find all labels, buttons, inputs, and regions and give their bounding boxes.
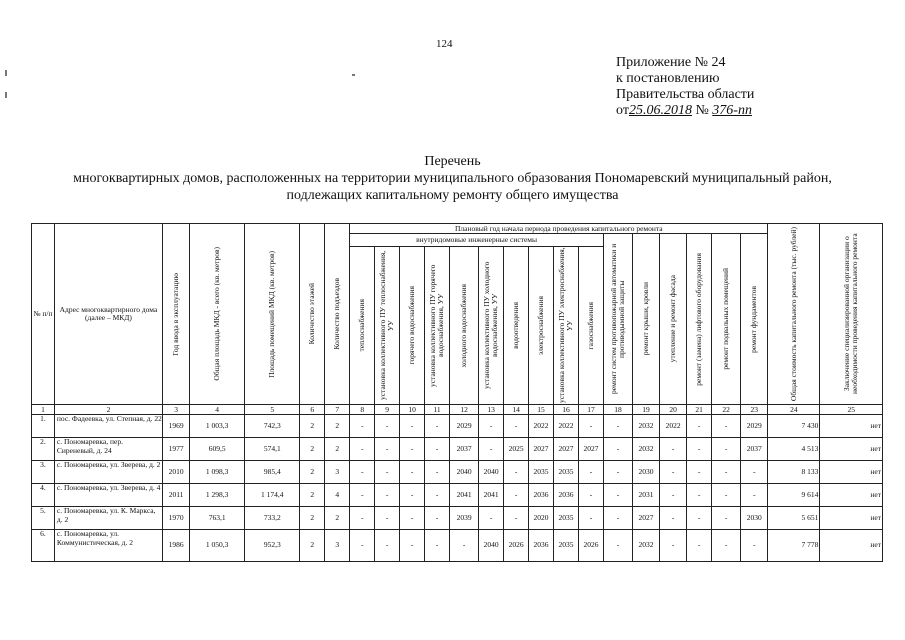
table-cell: 2041 <box>450 484 479 507</box>
table-cell: - <box>603 507 632 530</box>
table-cell: - <box>712 507 741 530</box>
table-row <box>32 530 883 562</box>
table-cell: 574,1 <box>245 438 300 461</box>
col-header-floors: Количество этажей <box>300 224 325 405</box>
houses-table <box>31 223 883 562</box>
table-cell: - <box>687 530 712 562</box>
table-cell: - <box>660 484 687 507</box>
table-cell: - <box>375 415 400 438</box>
address-cell: с. Пономаревка, ул. К. Маркса, д. 2 <box>54 507 162 530</box>
col-header-num: № п/п <box>32 224 55 405</box>
col-header-electric: электроснабжения <box>529 247 554 405</box>
title-line1: Перечень <box>424 154 481 169</box>
col-header-cost: Общая стоимость капитального ремонта (тыс. рублей) <box>768 224 820 405</box>
table-cell: 2 <box>300 484 325 507</box>
table-cell: 2035 <box>529 461 554 484</box>
table-cell: 2 <box>325 415 350 438</box>
column-number-cell: 19 <box>633 405 660 415</box>
document-title <box>0 153 905 204</box>
column-number-row <box>32 405 883 415</box>
table-cell: - <box>479 507 504 530</box>
table-row <box>32 461 883 484</box>
table-cell: - <box>687 438 712 461</box>
table-cell: 3 <box>325 530 350 562</box>
column-number-cell: 22 <box>712 405 741 415</box>
table-cell: - <box>350 415 375 438</box>
row-number-cell: 4. <box>32 484 55 507</box>
col-header-year: Год ввода в эксплуатацию <box>163 224 190 405</box>
cost-cell: 7 778 <box>768 530 820 562</box>
table-cell: 2040 <box>450 461 479 484</box>
table-cell: 2 <box>325 507 350 530</box>
column-number-cell: 13 <box>479 405 504 415</box>
table-cell: 733,2 <box>245 507 300 530</box>
column-number-cell: 9 <box>375 405 400 415</box>
table-cell: - <box>425 438 450 461</box>
table-cell: 2 <box>300 507 325 530</box>
table-cell: 2041 <box>479 484 504 507</box>
table-row <box>32 415 883 438</box>
handwritten-date: 25.06.2018 <box>628 103 692 118</box>
table-cell: 1 003,3 <box>190 415 245 438</box>
column-number-cell: 25 <box>820 405 883 415</box>
table-cell: 2027 <box>578 438 603 461</box>
table-cell: - <box>400 484 425 507</box>
row-number-cell: 6. <box>32 530 55 562</box>
column-number-cell: 7 <box>325 405 350 415</box>
col-header-area-total: Общая площадь МКД - всего (кв. метров) <box>190 224 245 405</box>
table-cell: 4 <box>325 484 350 507</box>
table-cell: 2040 <box>479 530 504 562</box>
table-cell: 1 050,3 <box>190 530 245 562</box>
table-cell: - <box>400 438 425 461</box>
table-cell: 2 <box>300 438 325 461</box>
col-header-systems-group: внутридомовые инженерные системы <box>350 234 604 247</box>
table-cell: - <box>375 438 400 461</box>
table-cell: 2032 <box>633 438 660 461</box>
table-cell: 2027 <box>554 438 579 461</box>
table-cell: - <box>350 461 375 484</box>
table-cell: 2 <box>300 530 325 562</box>
table-cell: - <box>712 438 741 461</box>
table-cell: - <box>400 415 425 438</box>
table-cell: - <box>578 461 603 484</box>
col-header-roof: ремонт крыши, кровли <box>633 234 660 405</box>
address-cell: с. Пономаревка, ул. Зверева, д. 4 <box>54 484 162 507</box>
appendix-line3: Правительства области <box>616 87 755 102</box>
conclusion-cell: нет <box>820 438 883 461</box>
table-cell: - <box>578 415 603 438</box>
column-number-cell: 14 <box>504 405 529 415</box>
table-cell: 742,3 <box>245 415 300 438</box>
table-cell: - <box>425 415 450 438</box>
table-cell: 2032 <box>633 530 660 562</box>
col-header-heat-meter: установка коллективного ПУ теплоснабжения, УУ <box>375 247 400 405</box>
table-cell: 2036 <box>529 530 554 562</box>
address-cell: пос. Фадеевка, ул. Степная, д. 22 <box>54 415 162 438</box>
table-cell: 2022 <box>529 415 554 438</box>
column-number-cell: 11 <box>425 405 450 415</box>
table-cell: - <box>504 484 529 507</box>
scan-mark <box>5 92 7 98</box>
col-header-gas: газоснабжения <box>578 247 603 405</box>
table-cell: - <box>375 484 400 507</box>
col-header-cold-water: холодного водоснабжения <box>450 247 479 405</box>
col-header-hot-water-meter: установка коллективного ПУ горячего водоснабжения, УУ <box>425 247 450 405</box>
col-header-elevator: ремонт (замена) лифтового оборудования <box>687 234 712 405</box>
row-number-cell: 3. <box>32 461 55 484</box>
table-cell: - <box>400 530 425 562</box>
table-cell: 2036 <box>554 484 579 507</box>
table-cell: 2020 <box>529 507 554 530</box>
appendix-block <box>616 55 754 119</box>
appendix-date-line <box>616 103 754 119</box>
table-cell: - <box>504 461 529 484</box>
table-cell: - <box>425 507 450 530</box>
column-number-cell: 4 <box>190 405 245 415</box>
column-number-cell: 21 <box>687 405 712 415</box>
table-cell: 2022 <box>554 415 579 438</box>
column-number-cell: 6 <box>300 405 325 415</box>
col-header-entrances: Количество подъездов <box>325 224 350 405</box>
cost-cell: 4 513 <box>768 438 820 461</box>
table-cell: - <box>741 461 768 484</box>
table-cell: 952,3 <box>245 530 300 562</box>
table-cell: - <box>504 507 529 530</box>
conclusion-cell: нет <box>820 507 883 530</box>
table-cell: - <box>350 438 375 461</box>
table-cell: - <box>375 507 400 530</box>
table-cell: 2026 <box>504 530 529 562</box>
handwritten-number: 376-пп <box>712 103 752 118</box>
column-number-cell: 16 <box>554 405 579 415</box>
col-header-heat: теплоснабжения <box>350 247 375 405</box>
title-line3: подлежащих капитальному ремонту общего имущества <box>286 188 619 203</box>
table-cell: 1 298,3 <box>190 484 245 507</box>
appendix-line2: к постановлению <box>616 71 720 86</box>
address-cell: с. Пономаревка, ул. Коммунистическая, д. 2 <box>54 530 162 562</box>
table-cell: - <box>425 461 450 484</box>
table-cell: 1977 <box>163 438 190 461</box>
table-cell: 1 174,4 <box>245 484 300 507</box>
table-cell: 763,1 <box>190 507 245 530</box>
table-cell: - <box>350 507 375 530</box>
cost-cell: 7 430 <box>768 415 820 438</box>
column-number-cell: 12 <box>450 405 479 415</box>
table-cell: 1986 <box>163 530 190 562</box>
table-cell: 1 098,3 <box>190 461 245 484</box>
table-cell: 2037 <box>741 438 768 461</box>
scan-mark <box>352 74 355 76</box>
col-header-cold-water-meter: установка коллективного ПУ холодного водоснабжения, УУ <box>479 247 504 405</box>
conclusion-cell: нет <box>820 415 883 438</box>
column-number-cell: 15 <box>529 405 554 415</box>
table-cell: 2031 <box>633 484 660 507</box>
column-number-cell: 24 <box>768 405 820 415</box>
column-number-cell: 8 <box>350 405 375 415</box>
table-cell: 2 <box>325 438 350 461</box>
table-cell: 2 <box>300 461 325 484</box>
table-cell: - <box>479 438 504 461</box>
table-cell: - <box>425 530 450 562</box>
table-cell: 985,4 <box>245 461 300 484</box>
table-cell: - <box>603 438 632 461</box>
number-prefix: № <box>695 103 709 118</box>
table-cell: 1970 <box>163 507 190 530</box>
table-cell: - <box>741 530 768 562</box>
col-header-electric-meter: установка коллективного ПУ электроснабжения, УУ <box>554 247 579 405</box>
cost-cell: 5 651 <box>768 507 820 530</box>
page-number: 124 <box>436 38 453 50</box>
table-cell: 2022 <box>660 415 687 438</box>
column-number-cell: 2 <box>54 405 162 415</box>
address-cell: с. Пономаревка, ул. Зверева, д. 2 <box>54 461 162 484</box>
table-cell: - <box>603 484 632 507</box>
col-header-basement: ремонт подвальных помещений <box>712 234 741 405</box>
row-number-cell: 2. <box>32 438 55 461</box>
col-header-foundation: ремонт фундаментов <box>741 234 768 405</box>
table-cell: - <box>375 461 400 484</box>
table-cell: 2040 <box>479 461 504 484</box>
table-cell: 2036 <box>529 484 554 507</box>
table-cell: - <box>687 484 712 507</box>
column-number-cell: 18 <box>603 405 632 415</box>
column-number-cell: 3 <box>163 405 190 415</box>
row-number-cell: 1. <box>32 415 55 438</box>
table-row <box>32 484 883 507</box>
table-cell: - <box>687 415 712 438</box>
cost-cell: 9 614 <box>768 484 820 507</box>
table-cell: 2035 <box>554 530 579 562</box>
table-cell: - <box>603 530 632 562</box>
table-cell: 1969 <box>163 415 190 438</box>
appendix-line1: Приложение № 24 <box>616 55 726 70</box>
table-cell: - <box>712 415 741 438</box>
table-cell: 2037 <box>450 438 479 461</box>
table-cell: - <box>450 530 479 562</box>
col-header-hot-water: горячего водоснабжения <box>400 247 425 405</box>
table-cell: 2010 <box>163 461 190 484</box>
title-line2: многоквартирных домов, расположенных на территории муниципального образования Пономаревский муниципальный район, <box>73 171 832 186</box>
col-header-area-rooms: Площадь помещений МКД (кв. метров) <box>245 224 300 405</box>
col-header-drainage: водоотведения <box>504 247 529 405</box>
table-cell: - <box>712 484 741 507</box>
date-prefix: от <box>616 103 629 118</box>
table-cell: 2039 <box>450 507 479 530</box>
table-cell: - <box>350 484 375 507</box>
table-cell: 3 <box>325 461 350 484</box>
col-header-address: Адрес многоквартирного дома (далее – МКД) <box>54 224 162 405</box>
col-header-plan-group: Плановый год начала периода проведения капитального ремонта <box>350 224 768 234</box>
table-cell: - <box>712 530 741 562</box>
table-cell: 2 <box>300 415 325 438</box>
table-cell: - <box>660 438 687 461</box>
table-cell: - <box>578 507 603 530</box>
conclusion-cell: нет <box>820 461 883 484</box>
table-cell: 2025 <box>504 438 529 461</box>
table-cell: 2035 <box>554 507 579 530</box>
conclusion-cell: нет <box>820 484 883 507</box>
column-number-cell: 5 <box>245 405 300 415</box>
cost-cell: 8 133 <box>768 461 820 484</box>
table-cell: - <box>603 461 632 484</box>
table-cell: - <box>479 415 504 438</box>
column-number-cell: 20 <box>660 405 687 415</box>
table-cell: - <box>375 530 400 562</box>
table-cell: - <box>741 484 768 507</box>
table-cell: - <box>400 461 425 484</box>
table-cell: 2030 <box>741 507 768 530</box>
table-cell: 2029 <box>741 415 768 438</box>
table-cell: 2011 <box>163 484 190 507</box>
row-number-cell: 5. <box>32 507 55 530</box>
table-cell: - <box>350 530 375 562</box>
table-cell: 2030 <box>633 461 660 484</box>
table-cell: - <box>425 484 450 507</box>
table-cell: - <box>687 507 712 530</box>
table-cell: - <box>660 461 687 484</box>
column-number-cell: 10 <box>400 405 425 415</box>
table-cell: 2029 <box>450 415 479 438</box>
table-row <box>32 438 883 461</box>
table-row <box>32 507 883 530</box>
table-cell: 2035 <box>554 461 579 484</box>
table-cell: - <box>660 507 687 530</box>
col-header-facade: утепление и ремонт фасада <box>660 234 687 405</box>
column-number-cell: 17 <box>578 405 603 415</box>
table-cell: 2032 <box>633 415 660 438</box>
table-cell: 2026 <box>578 530 603 562</box>
table-cell: - <box>504 415 529 438</box>
scan-mark <box>5 70 7 76</box>
table-cell: 2027 <box>529 438 554 461</box>
conclusion-cell: нет <box>820 530 883 562</box>
table-cell: - <box>712 461 741 484</box>
table-cell: - <box>400 507 425 530</box>
column-number-cell: 1 <box>32 405 55 415</box>
column-number-cell: 23 <box>741 405 768 415</box>
table-cell: - <box>603 415 632 438</box>
col-header-fire: ремонт систем противопожарной автоматики и противодымной защиты <box>603 234 632 405</box>
table-cell: - <box>578 484 603 507</box>
address-cell: с. Пономаревка, пер. Сиреневый, д. 24 <box>54 438 162 461</box>
table-cell: - <box>687 461 712 484</box>
table-cell: - <box>660 530 687 562</box>
table-cell: 2027 <box>633 507 660 530</box>
table-cell: 609,5 <box>190 438 245 461</box>
table-body <box>32 415 883 562</box>
col-header-conclusion: Заключение специализированной организации о необходимости проведения капитального ремонта <box>820 224 883 405</box>
